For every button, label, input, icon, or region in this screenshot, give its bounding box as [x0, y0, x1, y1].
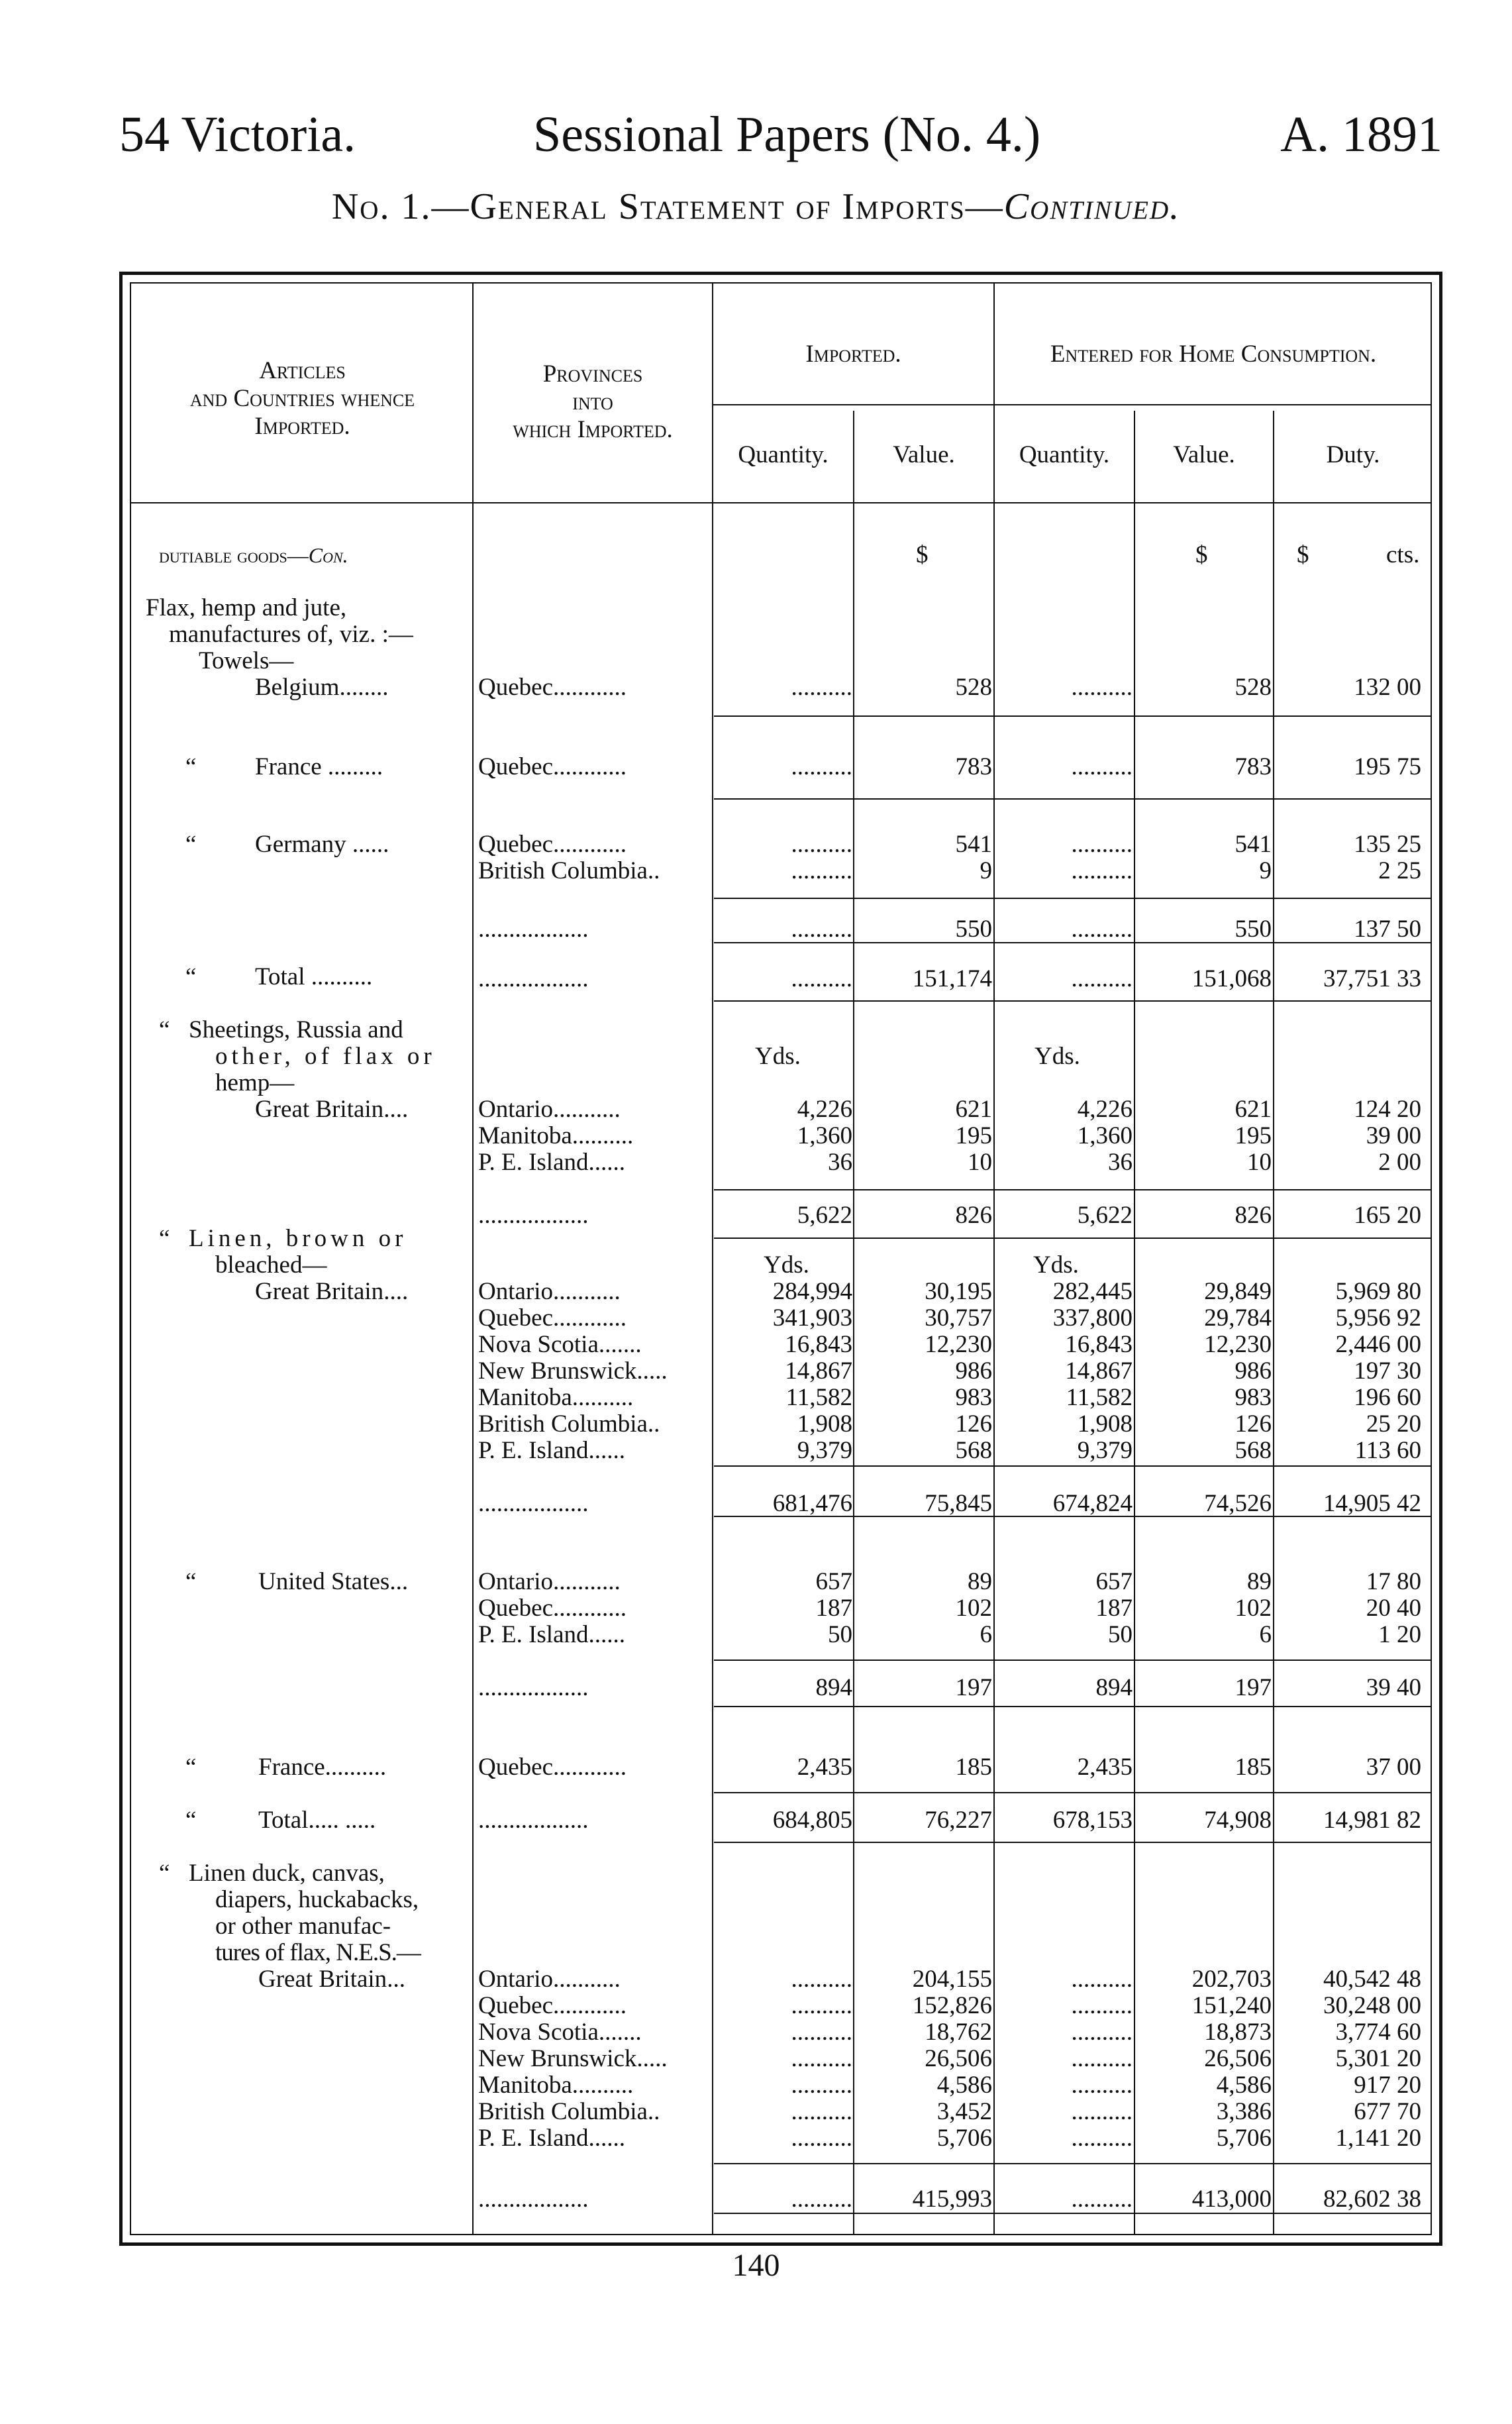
value-cell-qi: 681,476	[772, 1490, 852, 1517]
value-cell-d: 137 50	[1354, 916, 1421, 943]
province-cell: Ontario...........	[478, 1568, 621, 1595]
col-value: Value.	[893, 441, 955, 468]
value-cell-qi: ..........	[791, 2072, 852, 2099]
value-cell-qe: 657	[1095, 1568, 1133, 1595]
value-cell-vi: 621	[955, 1096, 992, 1123]
subtotal-rule	[714, 2213, 1431, 2214]
value-cell-d: 677 70	[1354, 2098, 1421, 2125]
value-cell-vi: 204,155	[912, 1966, 992, 1993]
value-cell-d: 165 20	[1354, 1202, 1421, 1229]
province-cell: Ontario...........	[478, 1278, 621, 1305]
value-cell-qe: 337,800	[1052, 1304, 1133, 1332]
value-cell-ve: 3,386	[1216, 2098, 1272, 2125]
province-cell: Quebec............	[478, 831, 627, 858]
sheetings-line-1: Sheetings, Russia and	[189, 1016, 403, 1043]
province-cell: Quebec............	[478, 1595, 627, 1622]
sheetings-line-4: Great Britain....	[255, 1096, 409, 1123]
value-cell-qe: 50	[1108, 1621, 1133, 1648]
value-cell-qe: ..........	[1071, 2098, 1133, 2125]
article-belgium-text: Belgium	[255, 674, 340, 701]
value-cell-ve: 29,849	[1204, 1278, 1272, 1305]
value-cell-ve: 89	[1247, 1568, 1272, 1595]
value-cell-qi: 14,867	[785, 1357, 852, 1385]
value-cell-qe: 16,843	[1065, 1331, 1133, 1358]
value-cell-qi: 341,903	[772, 1304, 852, 1332]
value-cell-qi: ..........	[791, 916, 852, 943]
value-cell-d: 2,446 00	[1335, 1331, 1421, 1358]
article-france-towels: France .........	[255, 753, 383, 780]
subtotal-rule	[714, 898, 1431, 899]
value-cell-qe: ..........	[1071, 965, 1133, 992]
province-cell: ..................	[478, 1202, 589, 1229]
province-cell: Ontario...........	[478, 1096, 621, 1123]
province-cell: P. E. Island......	[478, 1621, 625, 1648]
article-germany-text: Germany	[255, 831, 346, 858]
subtitle-prefix: No. 1.—General Statement of Imports—	[331, 186, 1004, 227]
value-cell-d: 132 00	[1354, 674, 1421, 701]
value-cell-qi: ..........	[791, 2125, 852, 2152]
value-cell-qe: 1,360	[1077, 1122, 1133, 1149]
value-cell-qe: 1,908	[1077, 1410, 1133, 1438]
value-cell-vi: 152,826	[912, 1992, 992, 2019]
value-cell-qi: ..........	[791, 2045, 852, 2072]
value-cell-vi: 185	[955, 1754, 992, 1781]
col-duty: Duty.	[1326, 441, 1380, 468]
value-cell-qi: 2,435	[797, 1754, 852, 1781]
province-cell: New Brunswick.....	[478, 2045, 668, 2072]
subtotal-rule	[714, 1842, 1431, 1843]
value-cell-ve: 151,068	[1191, 965, 1272, 992]
value-cell-qe: 282,445	[1052, 1278, 1133, 1305]
col-rule-2	[712, 282, 713, 2234]
ditto-mark: “	[159, 1016, 170, 1043]
col-quantity: Quantity.	[738, 441, 829, 468]
header-right: A. 1891	[1280, 107, 1442, 162]
value-cell-ve: 151,240	[1191, 1992, 1272, 2019]
province-cell: Manitoba..........	[478, 2072, 634, 2099]
province-cell: ..................	[478, 1490, 589, 1517]
col-articles-l3: Imported.	[254, 413, 350, 440]
value-cell-qe: 187	[1095, 1595, 1133, 1622]
value-cell-ve: 12,230	[1204, 1331, 1272, 1358]
province-cell: ..................	[478, 965, 589, 992]
col-rule-5	[1134, 411, 1135, 2234]
col-quantity-entered: Quantity.	[1019, 441, 1110, 468]
value-cell-d: 14,981 82	[1323, 1807, 1421, 1834]
value-cell-vi: 30,195	[925, 1278, 992, 1305]
value-cell-d: 1,141 20	[1335, 2125, 1421, 2152]
duck-line-5: Great Britain...	[258, 1966, 405, 1993]
value-cell-ve: 102	[1235, 1595, 1272, 1622]
value-cell-qe: 5,622	[1077, 1202, 1133, 1229]
article-belgium: Belgium........	[255, 674, 389, 701]
duck-line-4: tures of flax, N.E.S.—	[215, 1939, 421, 1966]
col-entered: Entered for Home Consumption.	[1050, 341, 1377, 368]
value-cell-qe: 9,379	[1077, 1437, 1133, 1464]
ditto-mark: “	[185, 1754, 197, 1781]
section-label-text: dutiable goods—	[159, 543, 309, 567]
value-cell-qi: 284,994	[772, 1278, 852, 1305]
col-rule-3	[853, 411, 854, 2234]
value-cell-d: 113 60	[1354, 1437, 1421, 1464]
header-center: Sessional Papers (No. 4.)	[533, 107, 1041, 162]
header-rule-bottom	[130, 502, 1432, 503]
col-rule-6	[1273, 411, 1274, 2234]
col-imported: Imported.	[805, 341, 901, 368]
value-cell-vi: 10	[968, 1149, 992, 1176]
province-cell: British Columbia..	[478, 857, 660, 884]
col-provinces-l2: into	[572, 388, 613, 415]
yds-label: Yds.	[1033, 1251, 1079, 1279]
col-articles-l1: Articles	[259, 357, 346, 384]
value-cell-qe: 2,435	[1077, 1754, 1133, 1781]
value-cell-qe: ..........	[1071, 2019, 1133, 2046]
province-cell: Quebec............	[478, 1992, 627, 2019]
value-cell-ve: 29,784	[1204, 1304, 1272, 1332]
value-cell-vi: 102	[955, 1595, 992, 1622]
value-cell-qi: 1,908	[797, 1410, 852, 1438]
value-cell-d: 5,969 80	[1335, 1278, 1421, 1305]
value-cell-ve: 197	[1235, 1674, 1272, 1701]
subtotal-rule	[714, 1660, 1431, 1661]
value-cell-ve: 4,586	[1216, 2072, 1272, 2099]
value-cell-qe: ..........	[1071, 1966, 1133, 1993]
subtotal-rule	[714, 1465, 1431, 1467]
currency-value: $	[916, 541, 929, 568]
province-cell: Manitoba..........	[478, 1384, 634, 1411]
value-cell-qi: ..........	[791, 753, 852, 780]
subtitle-suffix: Continued.	[1003, 186, 1181, 227]
value-cell-vi: 75,845	[925, 1490, 992, 1517]
value-cell-d: 25 20	[1366, 1410, 1421, 1438]
value-cell-ve: 9	[1259, 857, 1272, 884]
value-cell-vi: 151,174	[912, 965, 992, 992]
article-france-linen: France..........	[258, 1754, 387, 1781]
province-cell: Manitoba..........	[478, 1122, 634, 1149]
value-cell-qi: 50	[828, 1621, 852, 1648]
province-cell: British Columbia..	[478, 1410, 660, 1438]
value-cell-ve: 195	[1235, 1122, 1272, 1149]
duck-line-1: Linen duck, canvas,	[189, 1860, 385, 1887]
value-cell-ve: 202,703	[1191, 1966, 1272, 1993]
value-cell-qi: 684,805	[772, 1807, 852, 1834]
value-cell-qe: ..........	[1071, 2186, 1133, 2213]
value-cell-vi: 4,586	[936, 2072, 992, 2099]
value-cell-d: 37,751 33	[1323, 965, 1421, 992]
value-cell-d: 135 25	[1354, 831, 1421, 858]
value-cell-qi: 36	[828, 1149, 852, 1176]
ditto-mark: “	[185, 753, 197, 780]
flax-line-2: manufactures of, viz. :—	[169, 621, 413, 648]
article-us-text: United States	[258, 1568, 390, 1595]
value-cell-vi: 26,506	[925, 2045, 992, 2072]
value-cell-qi: 5,622	[797, 1202, 852, 1229]
value-cell-qi: 11,582	[785, 1384, 852, 1411]
value-cell-vi: 30,757	[925, 1304, 992, 1332]
value-cell-ve: 528	[1235, 674, 1272, 701]
duck-line-5-text: Great Britain	[258, 1966, 387, 1993]
province-cell: Quebec............	[478, 753, 627, 780]
value-cell-d: 195 75	[1354, 753, 1421, 780]
value-cell-ve: 550	[1235, 916, 1272, 943]
value-cell-vi: 18,762	[925, 2019, 992, 2046]
article-total-towels: Total ..........	[255, 963, 373, 990]
col-rule-4	[993, 282, 995, 2234]
province-cell: Quebec............	[478, 1754, 627, 1781]
col-value-entered: Value.	[1173, 441, 1235, 468]
article-france-text: France	[255, 753, 322, 780]
col-articles-l2: and Countries whence	[189, 385, 415, 412]
province-cell: Ontario...........	[478, 1966, 621, 1993]
value-cell-ve: 126	[1235, 1410, 1272, 1438]
header-rule-mid	[712, 404, 1432, 405]
ditto-mark: “	[159, 1860, 170, 1887]
value-cell-vi: 528	[955, 674, 992, 701]
value-cell-d: 17 80	[1366, 1568, 1421, 1595]
col-provinces-l1: Provinces	[542, 360, 643, 388]
value-cell-ve: 6	[1259, 1621, 1272, 1648]
subtotal-rule	[714, 2163, 1431, 2164]
value-cell-vi: 783	[955, 753, 992, 780]
article-germany: Germany ......	[255, 831, 389, 858]
province-cell: Nova Scotia.......	[478, 2019, 642, 2046]
value-cell-d: 1 20	[1378, 1621, 1421, 1648]
col-rule-1	[472, 282, 474, 2234]
currency-cents: cts.	[1386, 541, 1420, 568]
ditto-mark: “	[185, 963, 197, 990]
value-cell-ve: 983	[1235, 1384, 1272, 1411]
value-cell-vi: 983	[955, 1384, 992, 1411]
value-cell-d: 2 25	[1378, 857, 1421, 884]
province-cell: Nova Scotia.......	[478, 1331, 642, 1358]
value-cell-qi: ..........	[791, 1992, 852, 2019]
value-cell-vi: 12,230	[925, 1331, 992, 1358]
value-cell-qi: ..........	[791, 1966, 852, 1993]
value-cell-qe: ..........	[1071, 2045, 1133, 2072]
value-cell-qe: 894	[1095, 1674, 1133, 1701]
value-cell-vi: 76,227	[925, 1807, 992, 1834]
value-cell-qe: 674,824	[1052, 1490, 1133, 1517]
value-cell-vi: 541	[955, 831, 992, 858]
ditto-mark: “	[185, 1568, 197, 1595]
value-cell-qe: 678,153	[1052, 1807, 1133, 1834]
article-france-linen-text: France	[258, 1754, 325, 1781]
value-cell-qi: ..........	[791, 2019, 852, 2046]
ditto-mark: “	[185, 831, 197, 858]
value-cell-qe: ..........	[1071, 2125, 1133, 2152]
subtotal-rule	[714, 1792, 1431, 1793]
value-cell-d: 39 40	[1366, 1674, 1421, 1701]
value-cell-vi: 197	[955, 1674, 992, 1701]
value-cell-qi: 187	[815, 1595, 852, 1622]
linen-line-3-text: Great Britain	[255, 1278, 384, 1305]
value-cell-ve: 74,526	[1204, 1490, 1272, 1517]
value-cell-vi: 826	[955, 1202, 992, 1229]
value-cell-vi: 195	[955, 1122, 992, 1149]
value-cell-d: 37 00	[1366, 1754, 1421, 1781]
value-cell-d: 20 40	[1366, 1595, 1421, 1622]
value-cell-vi: 415,993	[912, 2186, 992, 2213]
value-cell-ve: 621	[1235, 1096, 1272, 1123]
flax-line-1: Flax, hemp and jute,	[146, 594, 347, 621]
value-cell-ve: 185	[1235, 1754, 1272, 1781]
section-label	[159, 542, 348, 568]
value-cell-qi: ..........	[791, 2186, 852, 2213]
province-cell: ..................	[478, 1807, 589, 1834]
sheetings-line-3: hemp—	[215, 1069, 295, 1096]
value-cell-qe: 36	[1108, 1149, 1133, 1176]
page-number: 140	[732, 2248, 780, 2283]
subtotal-rule	[714, 1000, 1431, 1002]
value-cell-d: 82,602 38	[1323, 2186, 1421, 2213]
value-cell-qi: 16,843	[785, 1331, 852, 1358]
province-cell: British Columbia..	[478, 2098, 660, 2125]
yds-label: Yds.	[764, 1251, 809, 1279]
linen-line-1: Linen, brown or	[189, 1225, 407, 1252]
value-cell-qi: 894	[815, 1674, 852, 1701]
province-cell: ..................	[478, 916, 589, 943]
value-cell-qi: ..........	[791, 857, 852, 884]
value-cell-qe: 4,226	[1077, 1096, 1133, 1123]
value-cell-d: 196 60	[1354, 1384, 1421, 1411]
sheetings-line-4-text: Great Britain	[255, 1096, 384, 1123]
col-provinces-l3: which Imported.	[513, 416, 673, 443]
value-cell-d: 14,905 42	[1323, 1490, 1421, 1517]
yds-label: Yds.	[755, 1043, 801, 1070]
value-cell-qi: ..........	[791, 831, 852, 858]
province-cell: P. E. Island......	[478, 1437, 625, 1464]
value-cell-vi: 550	[955, 916, 992, 943]
duck-line-2: diapers, huckabacks,	[215, 1886, 419, 1913]
flax-line-3: Towels—	[199, 647, 294, 674]
province-cell: Quebec............	[478, 674, 627, 701]
value-cell-qe: ..........	[1071, 2072, 1133, 2099]
value-cell-qi: 9,379	[797, 1437, 852, 1464]
value-cell-vi: 6	[980, 1621, 992, 1648]
value-cell-qe: 14,867	[1065, 1357, 1133, 1385]
value-cell-qi: ..........	[791, 674, 852, 701]
value-cell-qi: 1,360	[797, 1122, 852, 1149]
value-cell-ve: 5,706	[1216, 2125, 1272, 2152]
value-cell-qe: 11,582	[1066, 1384, 1133, 1411]
value-cell-d: 197 30	[1354, 1357, 1421, 1385]
value-cell-qi: 4,226	[797, 1096, 852, 1123]
header-left: 54 Victoria.	[119, 107, 356, 162]
value-cell-qe: ..........	[1071, 753, 1133, 780]
value-cell-d: 30,248 00	[1323, 1992, 1421, 2019]
value-cell-d: 124 20	[1354, 1096, 1421, 1123]
value-cell-ve: 541	[1235, 831, 1272, 858]
value-cell-d: 40,542 48	[1323, 1966, 1421, 1993]
currency-value-entered: $	[1195, 541, 1208, 568]
article-total-linen: Total..... .....	[258, 1807, 376, 1834]
value-cell-qe: ..........	[1071, 831, 1133, 858]
value-cell-ve: 413,000	[1191, 2186, 1272, 2213]
value-cell-vi: 3,452	[936, 2098, 992, 2125]
ditto-mark: “	[185, 1807, 197, 1834]
value-cell-ve: 74,908	[1204, 1807, 1272, 1834]
subtotal-rule	[714, 1706, 1431, 1707]
value-cell-d: 5,956 92	[1335, 1304, 1421, 1332]
duck-line-3: or other manufac-	[215, 1913, 391, 1940]
subtotal-rule	[714, 798, 1431, 800]
province-cell: ..................	[478, 2186, 589, 2213]
linen-line-3: Great Britain....	[255, 1278, 409, 1305]
value-cell-qi: ..........	[791, 965, 852, 992]
value-cell-ve: 18,873	[1204, 2019, 1272, 2046]
value-cell-vi: 126	[955, 1410, 992, 1438]
value-cell-vi: 9	[980, 857, 992, 884]
value-cell-ve: 26,506	[1204, 2045, 1272, 2072]
sheetings-line-2: other, of flax or	[215, 1043, 436, 1070]
subtotal-rule	[714, 1189, 1431, 1190]
article-united-states: United States...	[258, 1568, 409, 1595]
currency-duty: $	[1297, 541, 1309, 568]
value-cell-qe: ..........	[1071, 857, 1133, 884]
ditto-mark: “	[159, 1225, 170, 1252]
province-cell: Quebec............	[478, 1304, 627, 1332]
value-cell-vi: 5,706	[936, 2125, 992, 2152]
value-cell-d: 3,774 60	[1335, 2019, 1421, 2046]
province-cell: ..................	[478, 1674, 589, 1701]
value-cell-qe: ..........	[1071, 1992, 1133, 2019]
value-cell-ve: 568	[1235, 1437, 1272, 1464]
linen-line-2: bleached—	[215, 1251, 327, 1279]
province-cell: New Brunswick.....	[478, 1357, 668, 1385]
yds-label: Yds.	[1034, 1043, 1080, 1070]
article-total-linen-text: Total	[258, 1807, 309, 1834]
subtotal-rule	[714, 1238, 1431, 1239]
value-cell-qe: ..........	[1071, 916, 1133, 943]
value-cell-d: 2 00	[1378, 1149, 1421, 1176]
value-cell-ve: 986	[1235, 1357, 1272, 1385]
value-cell-qi: 657	[815, 1568, 852, 1595]
section-label-italic: Con.	[308, 543, 348, 567]
province-cell: P. E. Island......	[478, 1149, 625, 1176]
province-cell: P. E. Island......	[478, 2125, 625, 2152]
table-subtitle	[0, 185, 1512, 228]
value-cell-qi: ..........	[791, 2098, 852, 2125]
value-cell-ve: 10	[1247, 1149, 1272, 1176]
value-cell-ve: 826	[1235, 1202, 1272, 1229]
value-cell-ve: 783	[1235, 753, 1272, 780]
value-cell-qe: ..........	[1071, 674, 1133, 701]
value-cell-vi: 89	[968, 1568, 992, 1595]
value-cell-vi: 986	[955, 1357, 992, 1385]
value-cell-d: 5,301 20	[1335, 2045, 1421, 2072]
value-cell-vi: 568	[955, 1437, 992, 1464]
value-cell-d: 39 00	[1366, 1122, 1421, 1149]
article-total-text: Total	[255, 963, 305, 990]
value-cell-d: 917 20	[1354, 2072, 1421, 2099]
subtotal-rule	[714, 715, 1431, 717]
